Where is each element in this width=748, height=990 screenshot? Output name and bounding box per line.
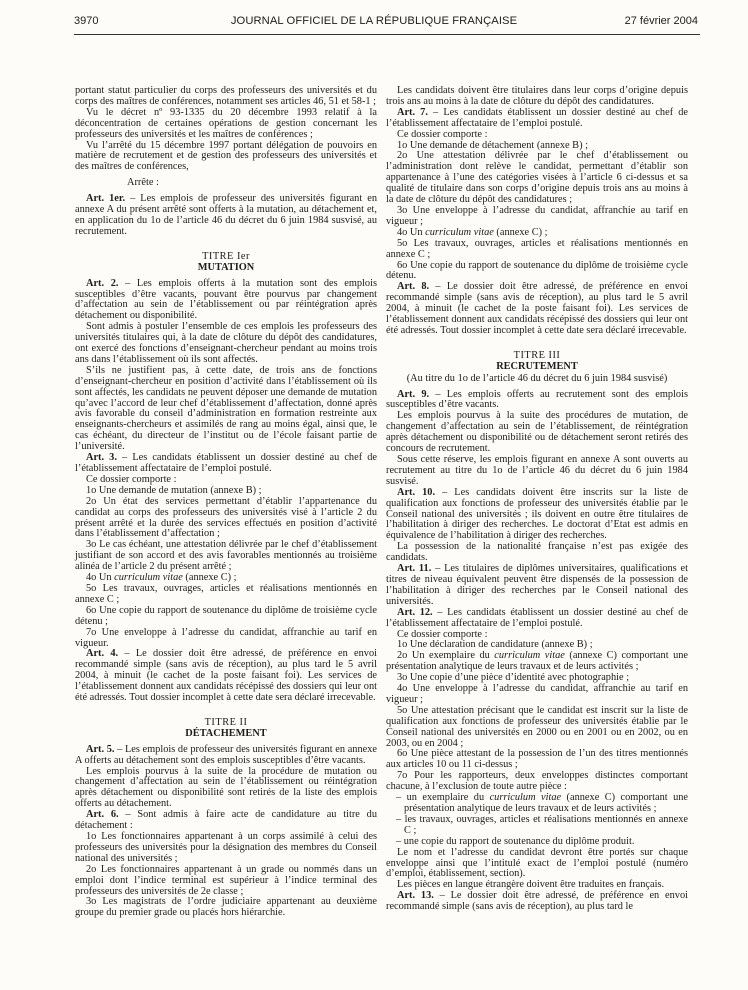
right-column xyxy=(386,86,688,913)
list-item: 6o Une pièce attestant de la possession de l’un des titres mentionnés aux articles 10 ou 11 ci-dessus ; xyxy=(386,748,688,771)
article-5 xyxy=(75,745,377,767)
title-heading: TITRE II xyxy=(204,716,248,728)
article-text: – Les candidats doivent être inscrits sur la liste de qualification aux fonctions de professeur des universités établie par le Conseil national des universités ; ils doivent en outre être titulaires de l’habilitation à diriger des recherches. Le doctorat d’Etat est admis en équivalence de l’habilitation à diriger des recherches. xyxy=(386,486,689,542)
article-text: – Les candidats établissent un dossier destiné au chef de l’établissement affectataire de l’emploi postulé. xyxy=(386,106,689,129)
list-item: 4o Une enveloppe à l’adresse du candidat, affranchie au tarif en vigueur ; xyxy=(386,683,688,705)
article-11 xyxy=(386,564,688,608)
article-label: Art. 9. xyxy=(397,388,430,400)
paragraph: Les pièces en langue étrangère doivent être traduites en français. xyxy=(397,879,665,891)
paragraph: Ce dossier comporte : xyxy=(397,128,488,140)
list-item: 7o Une enveloppe à l’adresse du candidat, affranchie au tarif en vigueur. xyxy=(75,626,377,649)
italic-text: curriculum vitae xyxy=(494,650,565,662)
article-label: Art. 4. xyxy=(86,648,119,660)
dash-item xyxy=(386,793,688,815)
article-text: – Le dossier doit être adressé, de préférence en envoi recommandé simple (sans avis de réception), au plus tard le 5 avril 2004, à minuit (le cachet de la poste faisant foi). Les services de l’établissement donnent aux candidats récépissé des dossiers qui leur ont été adressés. Tout dossier incomplet à cette date sera déclaré irrecevable. xyxy=(75,648,377,704)
list-item: 5o Les travaux, ouvrages, articles et réalisations mentionnés en annexe C ; xyxy=(386,237,688,260)
title-subheading: MUTATION xyxy=(197,261,255,273)
article-label: Art. 3. xyxy=(86,452,117,464)
article-7 xyxy=(386,108,688,130)
list-item xyxy=(386,651,688,673)
article-2 xyxy=(75,279,377,323)
list-item: 5o Les travaux, ouvrages, articles et réalisations mentionnés en annexe C ; xyxy=(75,582,377,605)
article-text: – Les emplois de professeur des universités figurant en annexe A offerts au détachement sont des emplois susceptibles d’être vacants. xyxy=(75,743,378,766)
article-label: Art. 11. xyxy=(397,563,432,575)
article-text: – Les candidats établissent un dossier destiné au chef de l’établissement affectataire de l’emploi postulé. xyxy=(386,606,689,629)
list-item: 7o Pour les rapporteurs, deux enveloppes distinctes comportant chacune, à l’exclusion de toute autre pièce : xyxy=(386,770,688,793)
list-text: (annexe C) comportant une présentation analytique de leurs travaux et de leurs activités ; xyxy=(404,792,689,814)
list-item: 1o Une demande de détachement (annexe B) ; xyxy=(397,139,588,151)
article-label: Art. 6. xyxy=(86,809,119,821)
list-item: 3o Une copie d’une pièce d’identité avec photographie ; xyxy=(397,672,630,684)
article-10 xyxy=(386,488,688,543)
list-item: 6o Une copie du rapport de soutenance du diplôme de troisième cycle détenu. xyxy=(386,259,688,282)
article-13 xyxy=(386,891,688,913)
paragraph: Les emplois pourvus à la suite de la procédure de mutation ou changement d’affectation au sein de l’établissement ou réintégration après détachement ou disponibilité sont retirés de la liste des emplois offerts au détachement. xyxy=(75,765,377,810)
list-text: – un exemplaire du xyxy=(396,792,490,804)
article-label: Art. 7. xyxy=(397,106,428,118)
article-text: – Sont admis à faire acte de candidature au titre du détachement : xyxy=(75,809,378,832)
paragraph: Le nom et l’adresse du candidat devront être portés sur chaque enveloppe ainsi que l’intitulé exact de l’emploi postulé (numéro d’emploi, établissement, section). xyxy=(386,846,688,880)
paragraph: Sont admis à postuler l’ensemble de ces emplois les professeurs des universités titulaires qui, à la date de clôture du dépôt des candidatures, ont exercé des fonctions d’enseignant-chercheur pendant au moins trois ans dans l’établissement où ils sont affectés. xyxy=(75,321,377,365)
article-12 xyxy=(386,608,688,630)
paragraph: Les candidats doivent être titulaires dans leur corps d’origine depuis trois ans au moins à la date de clôture du dépôt des candidatures. xyxy=(386,85,688,107)
article-label: Art. 8. xyxy=(397,281,430,293)
paragraph: S’ils ne justifient pas, à cette date, de trois ans de fonctions d’enseignant-chercheur en position d’activité dans l’établissement où ils sont affectés, les candidats ne peuvent déposer une demande de mutation qu’avec l’accord de leur chef d’établissement d’affectation, donné après avis favorable du conseil d’administration en formation restreinte aux enseignants-chercheurs et assimilés de rang au moins égal, ainsi que, le cas échéant, du directeur de l’institut ou de l’école faisant partie de l’université. xyxy=(75,364,377,453)
list-item: 6o Une copie du rapport de soutenance du diplôme de troisième cycle détenu ; xyxy=(75,604,377,627)
page-header xyxy=(0,14,748,32)
list-text: (annexe C) ; xyxy=(182,572,237,584)
list-text: (annexe C) ; xyxy=(493,226,548,238)
list-item: 1o Une déclaration de candidature (annexe B) ; xyxy=(397,639,593,651)
list-item: 3o Une enveloppe à l’adresse du candidat, affranchie au tarif en vigueur ; xyxy=(386,204,688,227)
list-item: 2o Les fonctionnaires appartenant à un grade ou nommés dans un emploi dont l’indice terminal est supérieur à l’indice terminal des professeurs des universités de 2e classe ; xyxy=(75,863,377,897)
paragraph: Vu le décret nº 93-1335 du 20 décembre 1993 relatif à la déconcentration de certaines opérations de gestion concernant les professeurs des universités et les maîtres de conférences ; xyxy=(75,106,377,140)
article-1 xyxy=(75,194,377,238)
journal-title: JOURNAL OFFICIEL DE LA RÉPUBLIQUE FRANÇAISE xyxy=(230,15,518,27)
left-column xyxy=(75,86,377,919)
article-label: Art. 5. xyxy=(86,743,115,755)
article-4 xyxy=(75,649,377,704)
article-text: – Les candidats établissent un dossier destiné au chef de l’établissement affectataire de l’emploi postulé. xyxy=(75,452,378,474)
article-label: Art. 1er. xyxy=(86,193,126,205)
article-label: Art. 12. xyxy=(397,606,433,618)
publication-date: 27 février 2004 xyxy=(624,15,698,27)
list-item: 5o Une attestation précisant que le candidat est inscrit sur la liste de qualification aux fonctions de professeur des universités établie par le Conseil national des universités en 2000 ou en 2001 ou en 2002, ou en 2003, ou en 2004 ; xyxy=(386,704,688,749)
italic-text: curriculum vitae xyxy=(425,226,494,238)
list-item: 3o Les magistrats de l’ordre judiciaire appartenant au deuxième groupe du premier grade ou placés hors hiérarchie. xyxy=(75,896,377,919)
paragraph: Ce dossier comporte : xyxy=(397,628,488,640)
article-8 xyxy=(386,282,688,337)
title-heading: TITRE Ier xyxy=(202,250,250,262)
title-note: (Au titre du 1o de l’article 46 du décret du 6 juin 1984 susvisé) xyxy=(406,372,668,384)
list-item: 2o Un état des services permettant d’établir l’appartenance du candidat au corps des professeurs des universités visé à l’article 2 du présent arrêté et la durée des services effectués en position d’activité dans l’établissement d’affectation ; xyxy=(75,495,377,540)
dash-item: – les travaux, ouvrages, articles et réalisations mentionnés en annexe C ; xyxy=(396,813,688,836)
article-6 xyxy=(75,810,377,832)
article-label: Art. 13. xyxy=(397,890,434,902)
list-text: 4o Un xyxy=(397,226,426,238)
italic-text: curriculum vitae xyxy=(114,572,183,584)
list-item: 2o Une attestation délivrée par le chef d’établissement ou l’administration dont relève le candidat, permettant d’établir son appartenance à l’une des catégories visées à l’article 6 ci-dessus et sa qualité de titulaire dans son corps d’origine depuis trois ans au moins à la date de clôture du dépôt des candidatures ; xyxy=(386,150,688,206)
article-text: – Les emplois offerts au recrutement sont des emplois susceptibles d’être vacants. xyxy=(386,388,688,411)
paragraph: portant statut particulier du corps des professeurs des universités et du corps des maîtres de conférences, notamment ses articles 46, 51 et 58-1 ; xyxy=(75,85,377,107)
italic-text: curriculum vitae xyxy=(489,792,562,804)
article-label: Art. 10. xyxy=(397,486,436,498)
article-text: – Le dossier doit être adressé, de préférence en envoi recommandé simple (sans avis de réception), au plus tard le 5 avril 2004, à minuit (le cachet de la poste faisant foi). Les services de l’établissement donnent aux candidats récépissé des dossiers qui leur ont été adressés. Tout dossier incomplet à cette date sera déclaré irrecevable. xyxy=(386,281,688,336)
title-subheading: DÉTACHEMENT xyxy=(185,727,267,739)
paragraph: La possession de la nationalité française n’est pas exigée des candidats. xyxy=(386,541,688,564)
arrete-line: Arrête : xyxy=(127,177,159,189)
paragraph: Ce dossier comporte : xyxy=(86,473,177,485)
article-text: – Les emplois offerts à la mutation sont des emplois susceptibles d’être vacants, pouvant être pourvus par changement d’affectation au sein de l’établissement ou par réintégration après détachement ou disponibilité. xyxy=(75,277,377,322)
title-subheading: RECRUTEMENT xyxy=(496,360,578,372)
list-item: 1o Une demande de mutation (annexe B) ; xyxy=(86,484,262,496)
paragraph: Vu l’arrêté du 15 décembre 1997 portant délégation de pouvoirs en matière de recrutement et de gestion des professeurs des universités et des maîtres de conférences, xyxy=(75,139,377,173)
header-rule xyxy=(74,34,700,35)
article-3 xyxy=(75,453,377,475)
list-item: 3o Le cas échéant, une attestation délivrée par le chef d’établissement justifiant de son accord et des avis favorables mentionnés au troisième alinéa de l’article 2 du présent arrêté ; xyxy=(75,539,377,573)
list-text: 4o Un xyxy=(86,572,115,584)
paragraph: Sous cette réserve, les emplois figurant en annexe A sont ouverts au recrutement au titre du 1o de l’article 46 du décret du 6 juin 1984 susvisé. xyxy=(386,454,688,487)
page-number: 3970 xyxy=(74,15,99,27)
list-item: 1o Les fonctionnaires appartenant à un corps assimilé à celui des professeurs des universités pour la désignation des membres du Conseil national des universités ; xyxy=(75,831,377,864)
article-text: – Les emplois de professeur des universités figurant en annexe A du présent arrêté sont offerts à la mutation, au détachement et, en application du 1o de l’article 46 du décret du 6 juin 1984 susvisé, au recrutement. xyxy=(75,193,377,237)
dash-item: – une copie du rapport de soutenance du diplôme produit. xyxy=(396,835,635,847)
paragraph: Les emplois pourvus à la suite des procédures de mutation, de changement d’affectation au sein de l’établissement, de réintégration après détachement ou disponibilité ou de détachement seront retirés des concours de recrutement. xyxy=(386,410,688,455)
article-text: – Le dossier doit être adressé, de préférence en envoi recommandé simple (sans avis de réception), au plus tard le xyxy=(386,890,688,913)
article-9 xyxy=(386,390,688,412)
title-heading: TITRE III xyxy=(513,349,561,361)
article-label: Art. 2. xyxy=(86,277,119,289)
list-text: 2o Un exemplaire du xyxy=(397,650,495,662)
article-text: – Les titulaires de diplômes universitaires, qualifications et titres de niveau équivalent peuvent être dispensés de la possession de l’habilitation à diriger des recherches par le Conseil national des universités. xyxy=(386,563,688,607)
list-text: (annexe C) comportant une présentation analytique de leurs travaux et de leurs activités ; xyxy=(386,650,689,673)
